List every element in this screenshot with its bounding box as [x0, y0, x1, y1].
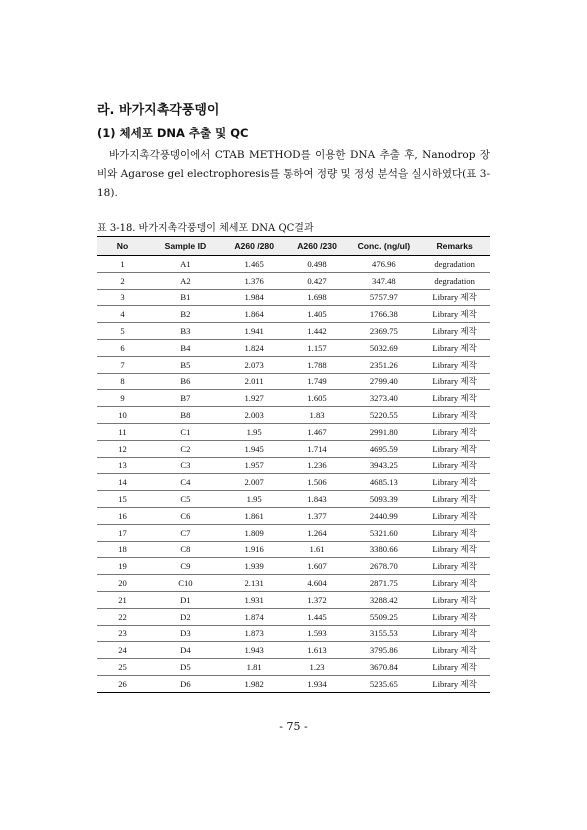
- cell-no: 5: [97, 323, 148, 340]
- cell-no: 9: [97, 390, 148, 407]
- table-row: [97, 457, 490, 474]
- cell-remarks: Library 제작: [419, 575, 490, 592]
- cell-no: 1: [97, 256, 148, 273]
- cell-conc: 2678.70: [348, 558, 419, 575]
- cell-conc: 476.96: [348, 256, 419, 273]
- cell-a260-230: 1.605: [286, 390, 349, 407]
- cell-a260-280: 1.824: [223, 339, 286, 356]
- cell-a260-280: 2.131: [223, 575, 286, 592]
- table-header-row: [97, 237, 490, 256]
- table-row: [97, 390, 490, 407]
- cell-a260-280: 2.007: [223, 474, 286, 491]
- cell-a260-230: 1.372: [286, 591, 349, 608]
- table-row: [97, 625, 490, 642]
- table-row: [97, 323, 490, 340]
- cell-conc: 4685.13: [348, 474, 419, 491]
- header-no: No: [97, 237, 148, 256]
- cell-a260-280: 1.943: [223, 642, 286, 659]
- cell-sample-id: B8: [148, 407, 223, 424]
- dna-qc-table: [97, 236, 490, 693]
- cell-sample-id: A1: [148, 256, 223, 273]
- subsection-heading: (1) 체세포 DNA 추출 및 QC: [97, 126, 249, 140]
- table-row: [97, 524, 490, 541]
- cell-remarks: degradation: [419, 272, 490, 289]
- cell-a260-230: 1.442: [286, 323, 349, 340]
- cell-sample-id: B2: [148, 306, 223, 323]
- table-row: [97, 256, 490, 273]
- cell-conc: 3795.86: [348, 642, 419, 659]
- section-heading: 라. 바가지촉각풍뎅이: [97, 103, 220, 118]
- table-row: [97, 356, 490, 373]
- cell-no: 19: [97, 558, 148, 575]
- cell-a260-280: 1.873: [223, 625, 286, 642]
- table-row: [97, 608, 490, 625]
- cell-a260-280: 1.945: [223, 440, 286, 457]
- cell-a260-280: 1.982: [223, 675, 286, 692]
- table-row: [97, 423, 490, 440]
- cell-sample-id: D2: [148, 608, 223, 625]
- cell-conc: 2871.75: [348, 575, 419, 592]
- cell-a260-280: 2.073: [223, 356, 286, 373]
- table-row: [97, 507, 490, 524]
- cell-sample-id: B3: [148, 323, 223, 340]
- table-row: [97, 339, 490, 356]
- cell-remarks: Library 제작: [419, 356, 490, 373]
- cell-a260-230: 1.843: [286, 491, 349, 508]
- cell-remarks: Library 제작: [419, 507, 490, 524]
- cell-a260-230: 1.236: [286, 457, 349, 474]
- cell-conc: 347.48: [348, 272, 419, 289]
- cell-conc: 3155.53: [348, 625, 419, 642]
- cell-remarks: Library 제작: [419, 440, 490, 457]
- table-row: [97, 373, 490, 390]
- cell-no: 14: [97, 474, 148, 491]
- cell-conc: 5220.55: [348, 407, 419, 424]
- cell-sample-id: B5: [148, 356, 223, 373]
- cell-sample-id: C1: [148, 423, 223, 440]
- cell-no: 24: [97, 642, 148, 659]
- table-caption: 표 3-18. 바가지촉각풍뎅이 체세포 DNA QC결과: [97, 223, 314, 234]
- cell-conc: 5032.69: [348, 339, 419, 356]
- header-a260-230: A260 /230: [286, 237, 349, 256]
- cell-remarks: Library 제작: [419, 390, 490, 407]
- cell-conc: 2440.99: [348, 507, 419, 524]
- cell-a260-230: 0.427: [286, 272, 349, 289]
- cell-a260-230: 1.23: [286, 659, 349, 676]
- cell-a260-230: 4.604: [286, 575, 349, 592]
- cell-conc: 5235.65: [348, 675, 419, 692]
- cell-remarks: Library 제작: [419, 457, 490, 474]
- page-number: - 75 -: [279, 720, 308, 733]
- cell-a260-230: 1.714: [286, 440, 349, 457]
- cell-sample-id: D6: [148, 675, 223, 692]
- cell-no: 15: [97, 491, 148, 508]
- cell-no: 8: [97, 373, 148, 390]
- header-a260-280: A260 /280: [223, 237, 286, 256]
- cell-a260-230: 1.613: [286, 642, 349, 659]
- cell-remarks: Library 제작: [419, 591, 490, 608]
- cell-sample-id: C7: [148, 524, 223, 541]
- cell-remarks: Library 제작: [419, 558, 490, 575]
- cell-remarks: Library 제작: [419, 323, 490, 340]
- cell-sample-id: A2: [148, 272, 223, 289]
- cell-conc: 3380.66: [348, 541, 419, 558]
- cell-conc: 2991.80: [348, 423, 419, 440]
- cell-sample-id: C9: [148, 558, 223, 575]
- cell-a260-230: 1.61: [286, 541, 349, 558]
- cell-a260-280: 2.003: [223, 407, 286, 424]
- cell-a260-280: 1.941: [223, 323, 286, 340]
- cell-conc: 5321.60: [348, 524, 419, 541]
- cell-sample-id: B6: [148, 373, 223, 390]
- cell-no: 10: [97, 407, 148, 424]
- cell-conc: 5093.39: [348, 491, 419, 508]
- cell-conc: 3273.40: [348, 390, 419, 407]
- cell-no: 16: [97, 507, 148, 524]
- table-row: [97, 306, 490, 323]
- cell-no: 20: [97, 575, 148, 592]
- cell-remarks: Library 제작: [419, 407, 490, 424]
- cell-no: 17: [97, 524, 148, 541]
- table-row: [97, 591, 490, 608]
- cell-a260-280: 2.011: [223, 373, 286, 390]
- cell-no: 22: [97, 608, 148, 625]
- cell-conc: 1766.38: [348, 306, 419, 323]
- table-row: [97, 575, 490, 592]
- cell-a260-230: 1.934: [286, 675, 349, 692]
- cell-remarks: Library 제작: [419, 541, 490, 558]
- cell-sample-id: D4: [148, 642, 223, 659]
- cell-a260-280: 1.927: [223, 390, 286, 407]
- cell-a260-280: 1.465: [223, 256, 286, 273]
- cell-sample-id: B7: [148, 390, 223, 407]
- cell-conc: 2351.26: [348, 356, 419, 373]
- cell-remarks: Library 제작: [419, 625, 490, 642]
- table-row: [97, 558, 490, 575]
- cell-a260-230: 1.83: [286, 407, 349, 424]
- table-row: [97, 440, 490, 457]
- cell-a260-280: 1.984: [223, 289, 286, 306]
- table-body: [97, 256, 490, 693]
- cell-conc: 5509.25: [348, 608, 419, 625]
- cell-no: 11: [97, 423, 148, 440]
- cell-a260-280: 1.809: [223, 524, 286, 541]
- table-row: [97, 407, 490, 424]
- cell-no: 26: [97, 675, 148, 692]
- cell-no: 25: [97, 659, 148, 676]
- header-remarks: Remarks: [419, 237, 490, 256]
- cell-no: 2: [97, 272, 148, 289]
- cell-sample-id: B1: [148, 289, 223, 306]
- table-row: [97, 659, 490, 676]
- cell-a260-230: 1.377: [286, 507, 349, 524]
- cell-a260-280: 1.874: [223, 608, 286, 625]
- cell-conc: 3943.25: [348, 457, 419, 474]
- cell-remarks: Library 제작: [419, 474, 490, 491]
- cell-remarks: Library 제작: [419, 608, 490, 625]
- cell-conc: 2369.75: [348, 323, 419, 340]
- cell-sample-id: D5: [148, 659, 223, 676]
- body-paragraph: 바가지촉각풍뎅이에서 CTAB METHOD를 이용한 DNA 추출 후, Nanodrop 장비와 Agarose gel electrophoresis를 통하여 정량 및 정성 분석을 실시하였다(표 3-18).: [97, 149, 490, 199]
- cell-a260-230: 1.445: [286, 608, 349, 625]
- cell-remarks: degradation: [419, 256, 490, 273]
- cell-a260-230: 1.157: [286, 339, 349, 356]
- cell-remarks: Library 제작: [419, 642, 490, 659]
- table-row: [97, 491, 490, 508]
- cell-sample-id: C6: [148, 507, 223, 524]
- cell-a260-280: 1.916: [223, 541, 286, 558]
- cell-a260-280: 1.95: [223, 423, 286, 440]
- cell-no: 4: [97, 306, 148, 323]
- cell-remarks: Library 제작: [419, 659, 490, 676]
- cell-remarks: Library 제작: [419, 491, 490, 508]
- cell-no: 13: [97, 457, 148, 474]
- cell-sample-id: C2: [148, 440, 223, 457]
- cell-conc: 5757.97: [348, 289, 419, 306]
- cell-a260-230: 1.506: [286, 474, 349, 491]
- cell-remarks: Library 제작: [419, 524, 490, 541]
- cell-no: 12: [97, 440, 148, 457]
- cell-remarks: Library 제작: [419, 289, 490, 306]
- cell-a260-280: 1.376: [223, 272, 286, 289]
- table-row: [97, 675, 490, 692]
- cell-a260-230: 1.264: [286, 524, 349, 541]
- cell-sample-id: C10: [148, 575, 223, 592]
- cell-conc: 3288.42: [348, 591, 419, 608]
- cell-sample-id: D3: [148, 625, 223, 642]
- cell-no: 23: [97, 625, 148, 642]
- table-row: [97, 474, 490, 491]
- cell-conc: 3670.84: [348, 659, 419, 676]
- table-row: [97, 642, 490, 659]
- cell-a260-280: 1.95: [223, 491, 286, 508]
- header-sample-id: Sample ID: [148, 237, 223, 256]
- cell-remarks: Library 제작: [419, 373, 490, 390]
- cell-sample-id: D1: [148, 591, 223, 608]
- cell-a260-230: 1.788: [286, 356, 349, 373]
- cell-a260-230: 1.749: [286, 373, 349, 390]
- cell-conc: 2799.40: [348, 373, 419, 390]
- cell-a260-280: 1.957: [223, 457, 286, 474]
- cell-sample-id: C4: [148, 474, 223, 491]
- header-conc: Conc. (ng/ul): [348, 237, 419, 256]
- cell-a260-280: 1.931: [223, 591, 286, 608]
- cell-remarks: Library 제작: [419, 339, 490, 356]
- cell-a260-230: 1.467: [286, 423, 349, 440]
- cell-remarks: Library 제작: [419, 675, 490, 692]
- cell-sample-id: C5: [148, 491, 223, 508]
- cell-a260-230: 1.698: [286, 289, 349, 306]
- table-row: [97, 289, 490, 306]
- cell-a260-280: 1.81: [223, 659, 286, 676]
- cell-remarks: Library 제작: [419, 306, 490, 323]
- cell-no: 3: [97, 289, 148, 306]
- cell-sample-id: C3: [148, 457, 223, 474]
- cell-conc: 4695.59: [348, 440, 419, 457]
- cell-a260-280: 1.864: [223, 306, 286, 323]
- cell-a260-280: 1.939: [223, 558, 286, 575]
- cell-no: 18: [97, 541, 148, 558]
- cell-a260-230: 1.593: [286, 625, 349, 642]
- table-row: [97, 541, 490, 558]
- cell-a260-230: 1.405: [286, 306, 349, 323]
- cell-no: 6: [97, 339, 148, 356]
- cell-a260-280: 1.861: [223, 507, 286, 524]
- table-row: [97, 272, 490, 289]
- cell-no: 21: [97, 591, 148, 608]
- cell-a260-230: 1.607: [286, 558, 349, 575]
- cell-sample-id: B4: [148, 339, 223, 356]
- cell-sample-id: C8: [148, 541, 223, 558]
- cell-remarks: Library 제작: [419, 423, 490, 440]
- cell-no: 7: [97, 356, 148, 373]
- cell-a260-230: 0.498: [286, 256, 349, 273]
